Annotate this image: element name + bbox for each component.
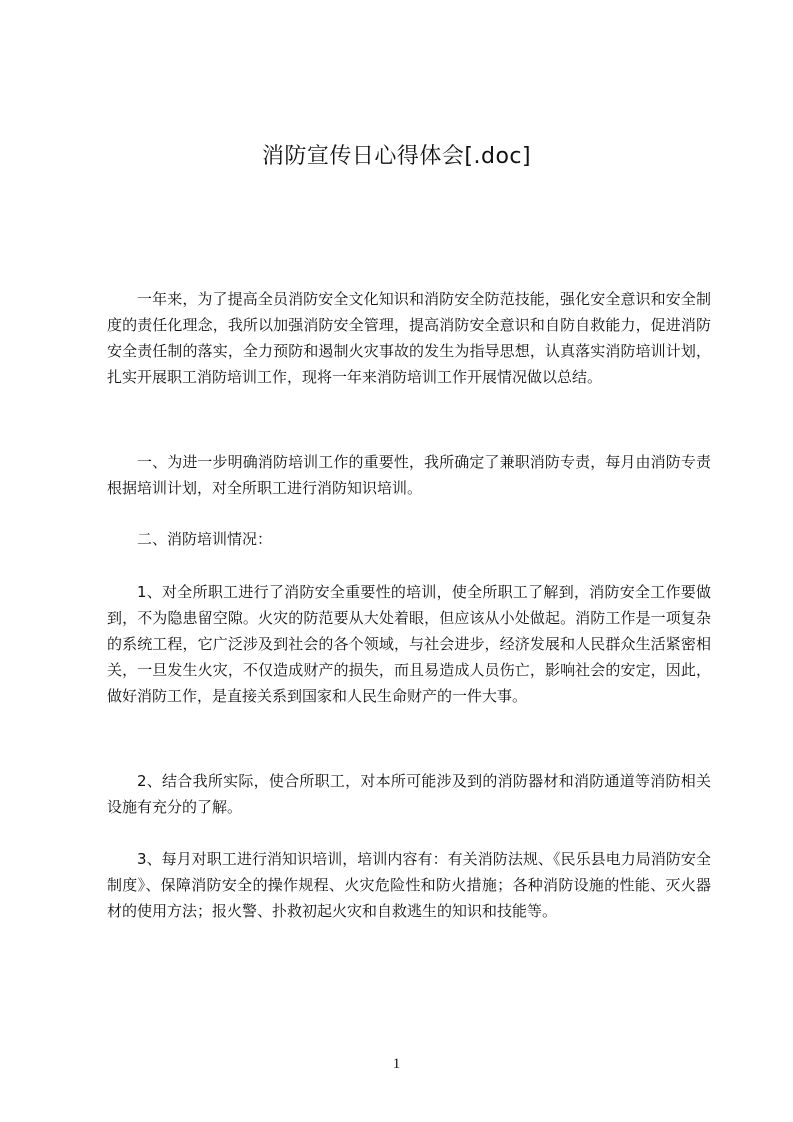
paragraph-training-item-one: 1、对全所职工进行了消防安全重要性的培训，使全所职工了解到，消防安全工作要做到，不为隐患留空隙。火灾的防范要从大处着眼，但应该从小处做起。消防工作是一项复杂的系统工程，它广泛涉及到社会的各个领域，与社会进步，经济发展和人民群众生活紧密相关，一旦发生火灾，不仅造成财产的损失，而且易造成人员伤亡，影响社会的安定，因此，做好消防工作，是直接关系到国家和人民生命财产的一件大事。 — [107, 583, 711, 705]
page-number: 1 — [392, 1056, 401, 1072]
paragraph-section-two-heading: 二、消防培训情况： — [137, 530, 273, 548]
document-title: 消防宣传日心得体会[.doc] — [261, 144, 532, 169]
paragraph-training-item-two: 2、结合我所实际，使合所职工，对本所可能涉及到的消防器材和消防通道等消防相关设施有充分的了解。 — [107, 772, 711, 816]
paragraph-section-one: 一、为进一步明确消防培训工作的重要性，我所确定了兼职消防专责，每月由消防专责根据培训计划，对全所职工进行消防知识培训。 — [107, 453, 711, 497]
paragraph-training-item-three: 3、每月对职工进行消知识培训，培训内容有：有关消防法规、《民乐县电力局消防安全制度》、保障消防安全的操作规程、火灾危险性和防火措施；各种消防设施的性能、灭火器材的使用方法；报火警、扑救初起火灾和自救逃生的知识和技能等。 — [107, 850, 711, 920]
paragraph-introduction: 一年来，为了提高全员消防安全文化知识和消防安全防范技能，强化安全意识和安全制度的责任化理念，我所以加强消防安全管理，提高消防安全意识和自防自救能力，促进消防安全责任制的落实，全力预防和遏制火灾事故的发生为指导思想，认真落实消防培训计划，扎实开展职工消防培训工作，现将一年来消防培训工作开展情况做以总结。 — [107, 290, 711, 386]
